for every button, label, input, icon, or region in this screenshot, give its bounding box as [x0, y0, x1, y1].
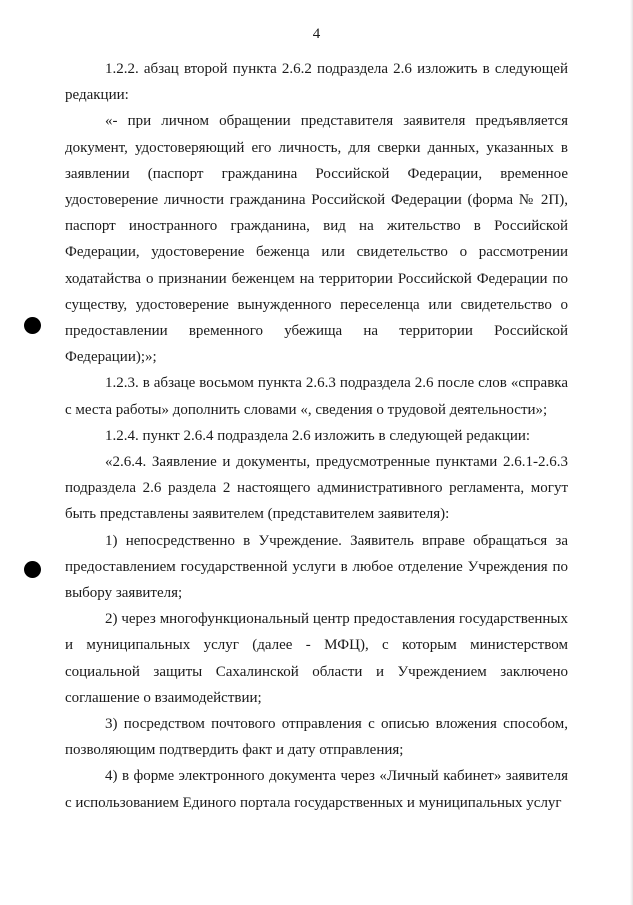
list-item-1: 1) непосредственно в Учреждение. Заявитель вправе обращаться за предоставлением государственной услуги в любое отделение Учреждения по выбору заявителя; [65, 532, 568, 602]
paragraph-1-2-3: 1.2.3. в абзаце восьмом пункта 2.6.3 подраздела 2.6 после слов «справка с места работы» дополнить словами «, сведения о трудовой деятельности»; [65, 375, 568, 418]
punch-hole-top [24, 317, 41, 334]
document-body [65, 56, 568, 816]
paragraph-representative-documents: «- при личном обращении представителя заявителя предъявляется документ, удостоверяющий его личность, для сверки данных, указанных в заявлении (паспорт гражданина Российской Федерации, временное удостоверение личности гражданина Российской Федерации (форма № 2П), паспорт иностранного гражданина, вид на жительство в Российской Федерации, удостоверение беженца или свидетельство о рассмотрении ходатайства о признании беженцем на территории Российской Федерации по существу, удостоверение вынужденного переселенца или свидетельство о предоставлении временного убежища на территории Российской Федерации);»; [65, 113, 568, 366]
list-item-4: 4) в форме электронного документа через «Личный кабинет» заявителя с использованием Единого портала государственных и муниципальных услуг [65, 768, 568, 811]
page-number: 4 [312, 26, 321, 42]
paragraph-2-6-4: «2.6.4. Заявление и документы, предусмотренные пунктами 2.6.1-2.6.3 подраздела 2.6 раздела 2 настоящего административного регламента, могут быть представлены заявителем (представителем заявителя): [65, 454, 568, 523]
list-item-2: 2) через многофункциональный центр предоставления государственных и муниципальных услуг (далее - МФЦ), с которым министерством социальной защиты Сахалинской области и Учреждением заключено соглашение о взаимодействии; [65, 611, 568, 706]
list-item-3: 3) посредством почтового отправления с описью вложения способом, позволяющим подтвердить факт и дату отправления; [65, 716, 568, 759]
punch-hole-bottom [24, 561, 41, 578]
paragraph-1-2-4: 1.2.4. пункт 2.6.4 подраздела 2.6 изложить в следующей редакции: [105, 427, 531, 444]
paragraph-1-2-2: 1.2.2. абзац второй пункта 2.6.2 подраздела 2.6 изложить в следующей редакции: [65, 61, 568, 104]
